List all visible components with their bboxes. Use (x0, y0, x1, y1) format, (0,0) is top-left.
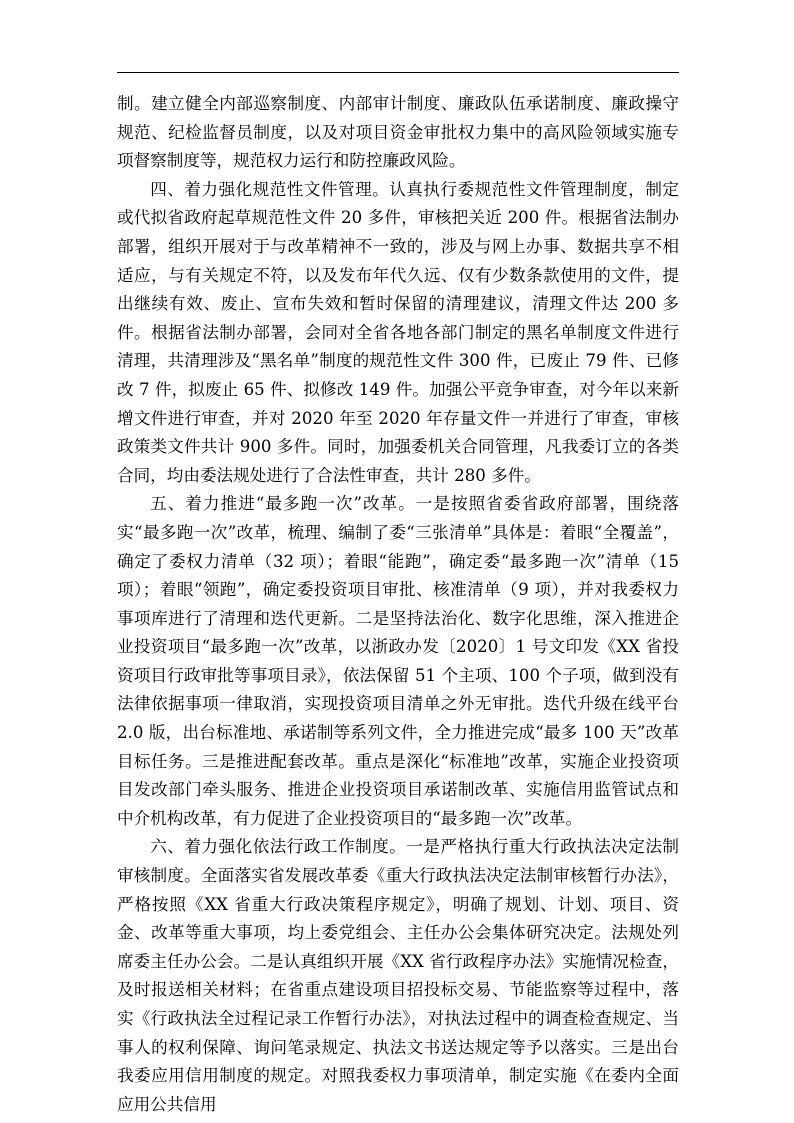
header-rule (117, 72, 679, 73)
paragraph-section-six: 六、着力强化依法行政工作制度。一是严格执行重大行政执法决定法制审核制度。全面落实省发展改革委《重大行政执法决定法制审核暂行办法》，严格按照《XX 省重大行政决策程序规定》，明确了规划、计划、项目、资金、改革等重大事项，均上委党组会、主任办公会集体研究决定。法规处列席委主任办公会。二是认真组织开展《XX 省行政程序办法》实施情况检查，及时报送相关材料；在省重点建设项目招投标交易、节能监察等过程中，落实《行政执法全过程记录工作暂行办法》，对执法过程中的调查检查规定、当事人的权利保障、询问笔录规定、执法文书送达规定等予以落实。三是出台我委应用信用制度的规定。对照我委权力事项清单，制定实施《在委内全面应用公共信用 (117, 837, 679, 1114)
paragraph-continued-inspection: 制。建立健全内部巡察制度、内部审计制度、廉政队伍承诺制度、廉政操守规范、纪检监督员制度，以及对项目资金审批权力集中的高风险领域实施专项督察制度等，规范权力运行和防控廉政风险。 (117, 94, 679, 171)
paragraph-section-four: 四、着力强化规范性文件管理。认真执行委规范性文件管理制度，制定或代拟省政府起草规范性文件 20 多件，审核把关近 200 件。根据省法制办部署，组织开展对于与改革精神不一致的，涉及与网上办事、数据共享不相适应，与有关规定不符，以及发布年代久远、仅有少数条款使用的文件，提出继续有效、废止、宣布失效和暂时保留的清理建议，清理文件达 200 多件。根据省法制办部署，会同对全省各地各部门制定的黑名单制度文件进行清理，共清理涉及“黑名单”制度的规范性文件 300 件，已废止 79 件、已修改 7 件，拟废止 65 件、拟修改 149 件。加强公平竞争审查，对今年以来新增文件进行审查，并对 2020 年至 2020 年存量文件一并进行了审查，审核政策类文件共计 900 多件。同时，加强委机关合同管理，凡我委订立的各类合同，均由委法规处进行了合法性审查，共计 280 多件。 (117, 179, 679, 485)
document-body (117, 90, 679, 1119)
paragraph-section-five: 五、着力推进“最多跑一次”改革。一是按照省委省政府部署，围绕落实“最多跑一次”改革，梳理、编制了委“三张清单”具体是：着眼“全覆盖”，确定了委权力清单（32 项）；着眼“能跑”，确定委“最多跑一次”清单（15 项）；着眼“领跑”，确定委投资项目审批、核准清单（9 项），并对我委权力事项库进行了清理和迭代更新。二是坚持法治化、数字化思维，深入推进企业投资项目“最多跑一次”改革，以浙政办发〔2020〕1 号文印发《XX 省投资项目行政审批等事项目录》，依法保留 51 个主项、100 个子项，做到没有法律依据事项一律取消，实现投资项目清单之外无审批。迭代升级在线平台 2.0 版，出台标准地、承诺制等系列文件，全力推进完成“最多 100 天”改革目标任务。三是推进配套改革。重点是深化“标准地”改革，实施企业投资项目发改部门牵头服务、推进企业投资项目承诺制改革、实施信用监管试点和中介机构改革，有力促进了企业投资项目的“最多跑一次”改革。 (117, 494, 679, 828)
